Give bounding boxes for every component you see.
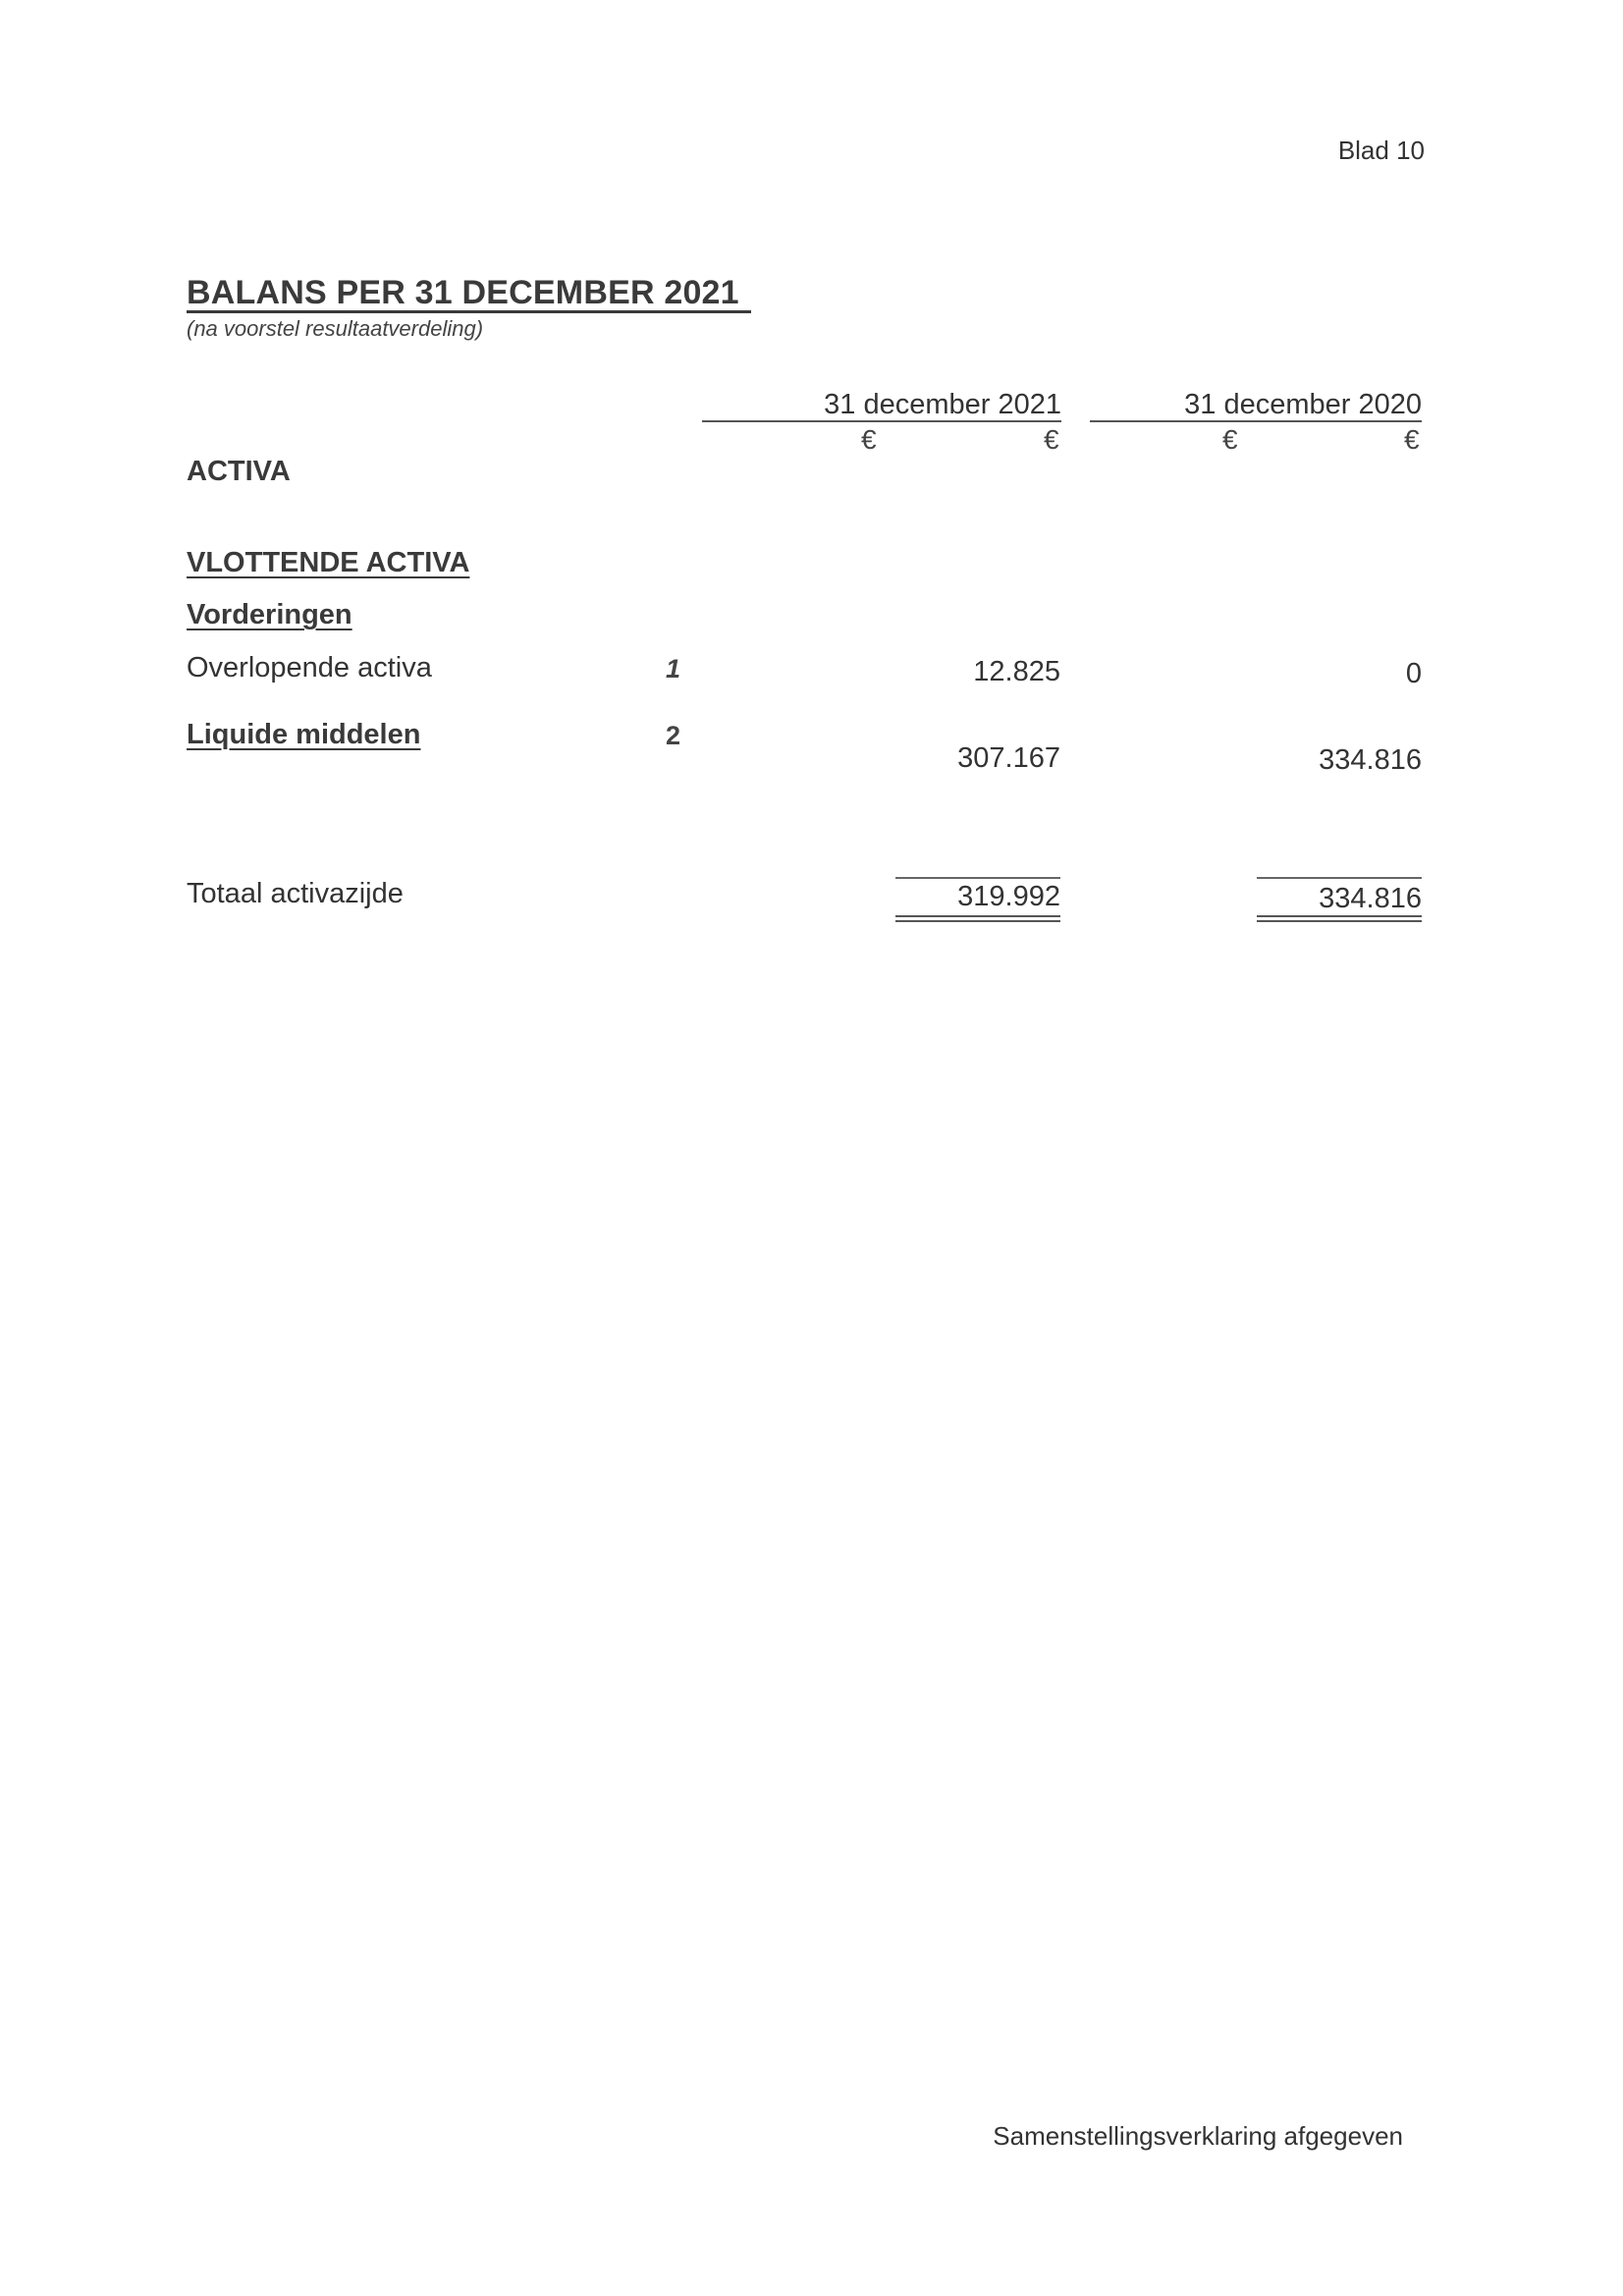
total-rule-top-2020 <box>1257 877 1422 879</box>
amount-liquide-middelen-2020: 334.816 <box>1319 744 1422 776</box>
column-header-rule-2020 <box>1090 420 1422 422</box>
row-label-vorderingen: Vorderingen <box>187 599 352 630</box>
section-heading-activa: ACTIVA <box>187 456 291 487</box>
page-title: BALANS PER 31 DECEMBER 2021 <box>187 275 751 313</box>
amount-overlopende-activa-2020: 0 <box>1405 658 1422 689</box>
note-ref-overlopende-activa: 1 <box>666 654 681 683</box>
column-header-2021: 31 december 2021 <box>824 389 1061 420</box>
currency-symbol-2021-sub: € <box>861 424 877 455</box>
group-heading-vlottende-activa: VLOTTENDE ACTIVA <box>187 547 470 578</box>
row-label-liquide-middelen: Liquide middelen <box>187 719 421 750</box>
total-label: Totaal activazijde <box>187 878 404 909</box>
page-subtitle: (na voorstel resultaatverdeling) <box>187 316 484 341</box>
currency-symbol-2021-total: € <box>1044 424 1059 455</box>
currency-symbol-2020-total: € <box>1404 424 1420 455</box>
total-amount-2020: 334.816 <box>1319 883 1422 914</box>
column-header-rule-2021 <box>702 420 1061 422</box>
currency-symbol-2020-sub: € <box>1222 424 1238 455</box>
amount-overlopende-activa-2021: 12.825 <box>973 656 1060 687</box>
amount-liquide-middelen-2021: 307.167 <box>957 742 1060 774</box>
total-amount-2021: 319.992 <box>957 881 1060 912</box>
row-label-overlopende-activa: Overlopende activa <box>187 652 432 683</box>
column-header-2020: 31 december 2020 <box>1184 389 1422 420</box>
page-number: Blad 10 <box>1337 136 1425 165</box>
total-double-rule-2020 <box>1257 915 1422 922</box>
total-double-rule-2021 <box>895 915 1060 922</box>
footer-note: Samenstellingsverklaring afgegeven <box>993 2121 1403 2151</box>
total-rule-top-2021 <box>895 877 1060 879</box>
note-ref-liquide-middelen: 2 <box>666 721 681 750</box>
